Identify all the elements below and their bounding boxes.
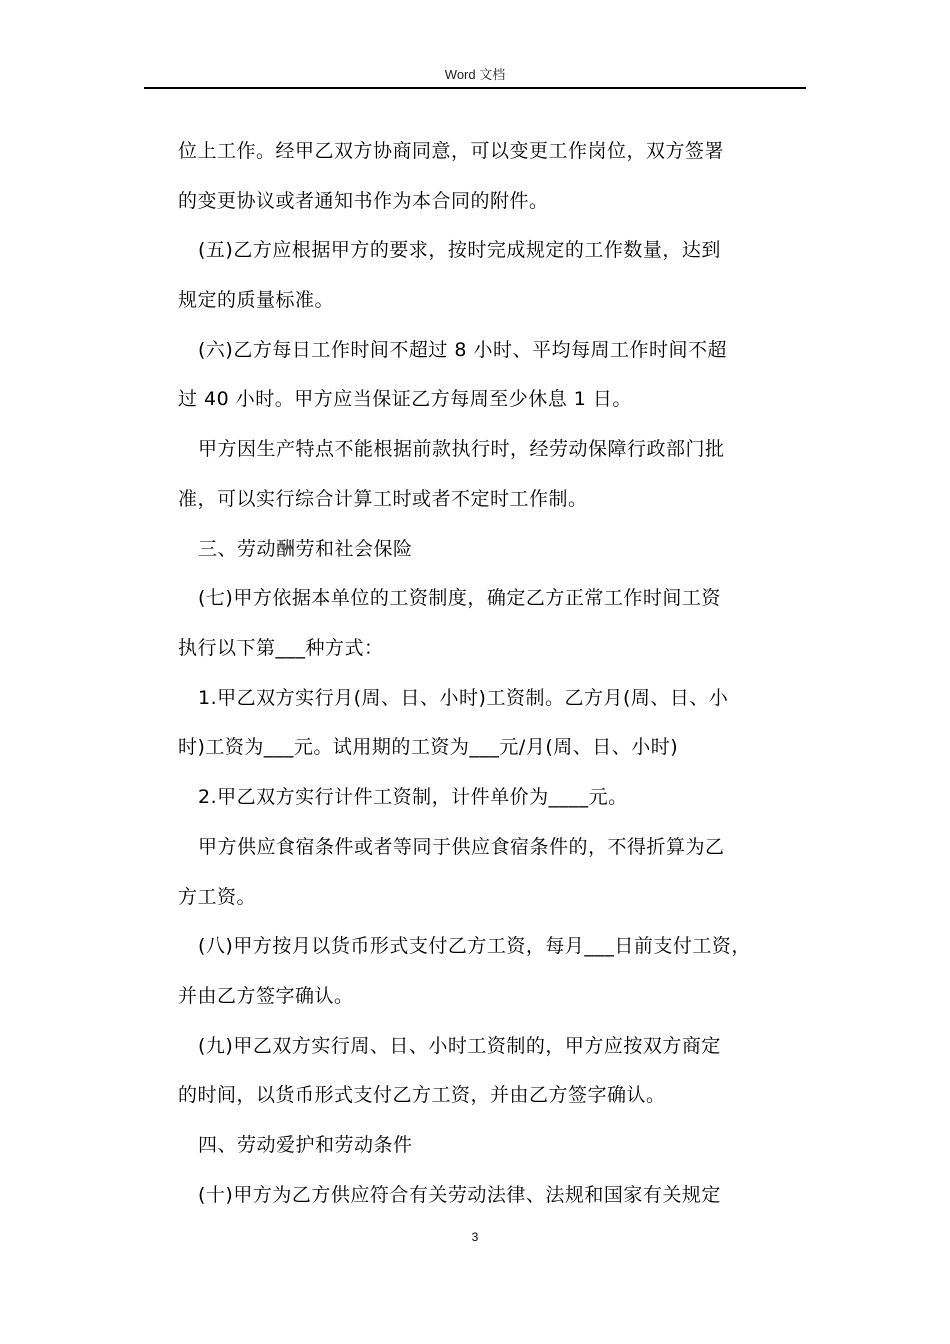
body-line: 准，可以实行综合计算工时或者不定时工作制。: [178, 488, 588, 510]
body-line: (五)乙方应根据甲方的要求，按时完成规定的工作数量，达到: [198, 239, 721, 261]
body-line: 规定的质量标准。: [178, 289, 335, 311]
body-line: 并由乙方签字确认。: [178, 985, 354, 1007]
body-line: (八)甲方按月以货币形式支付乙方工资，每月___日前支付工资，: [198, 935, 751, 957]
body-line: 时)工资为___元。试用期的工资为___元/月(周、日、小时): [178, 736, 679, 758]
body-line: (九)甲乙双方实行周、日、小时工资制的，甲方应按双方商定: [198, 1035, 721, 1057]
body-line: 1.甲乙双方实行月(周、日、小时)工资制。乙方月(周、日、小: [198, 687, 729, 709]
body-line: 位上工作。经甲乙双方协商同意，可以变更工作岗位，双方签署: [178, 140, 725, 162]
body-line: 甲方供应食宿条件或者等同于供应食宿条件的，不得折算为乙: [198, 836, 725, 858]
body-line: 过 40 小时。甲方应当保证乙方每周至少休息 1 日。: [178, 388, 632, 410]
body-line: 的变更协议或者通知书作为本合同的附件。: [178, 190, 549, 212]
body-line: 甲方因生产特点不能根据前款执行时，经劳动保障行政部门批: [198, 438, 725, 460]
body-line: (七)甲方依据本单位的工资制度，确定乙方正常工作时间工资: [198, 587, 721, 609]
body-line: 2.甲乙双方实行计件工资制，计件单价为____元。: [198, 786, 628, 808]
page-header-title: Word 文档: [444, 67, 506, 82]
body-line: (十)甲方为乙方供应符合有关劳动法律、法规和国家有关规定: [198, 1184, 721, 1206]
body-line: (六)乙方每日工作时间不超过 8 小时、平均每周工作时间不超: [198, 339, 727, 361]
page-number: 3: [471, 1230, 479, 1244]
body-line: 的时间，以货币形式支付乙方工资，并由乙方签字确认。: [178, 1084, 666, 1106]
body-line: 执行以下第___种方式：: [178, 637, 384, 659]
body-line: 方工资。: [178, 886, 257, 908]
section-heading: 三、劳动酬劳和社会保险: [198, 538, 413, 560]
section-heading: 四、劳动爱护和劳动条件: [198, 1134, 413, 1156]
